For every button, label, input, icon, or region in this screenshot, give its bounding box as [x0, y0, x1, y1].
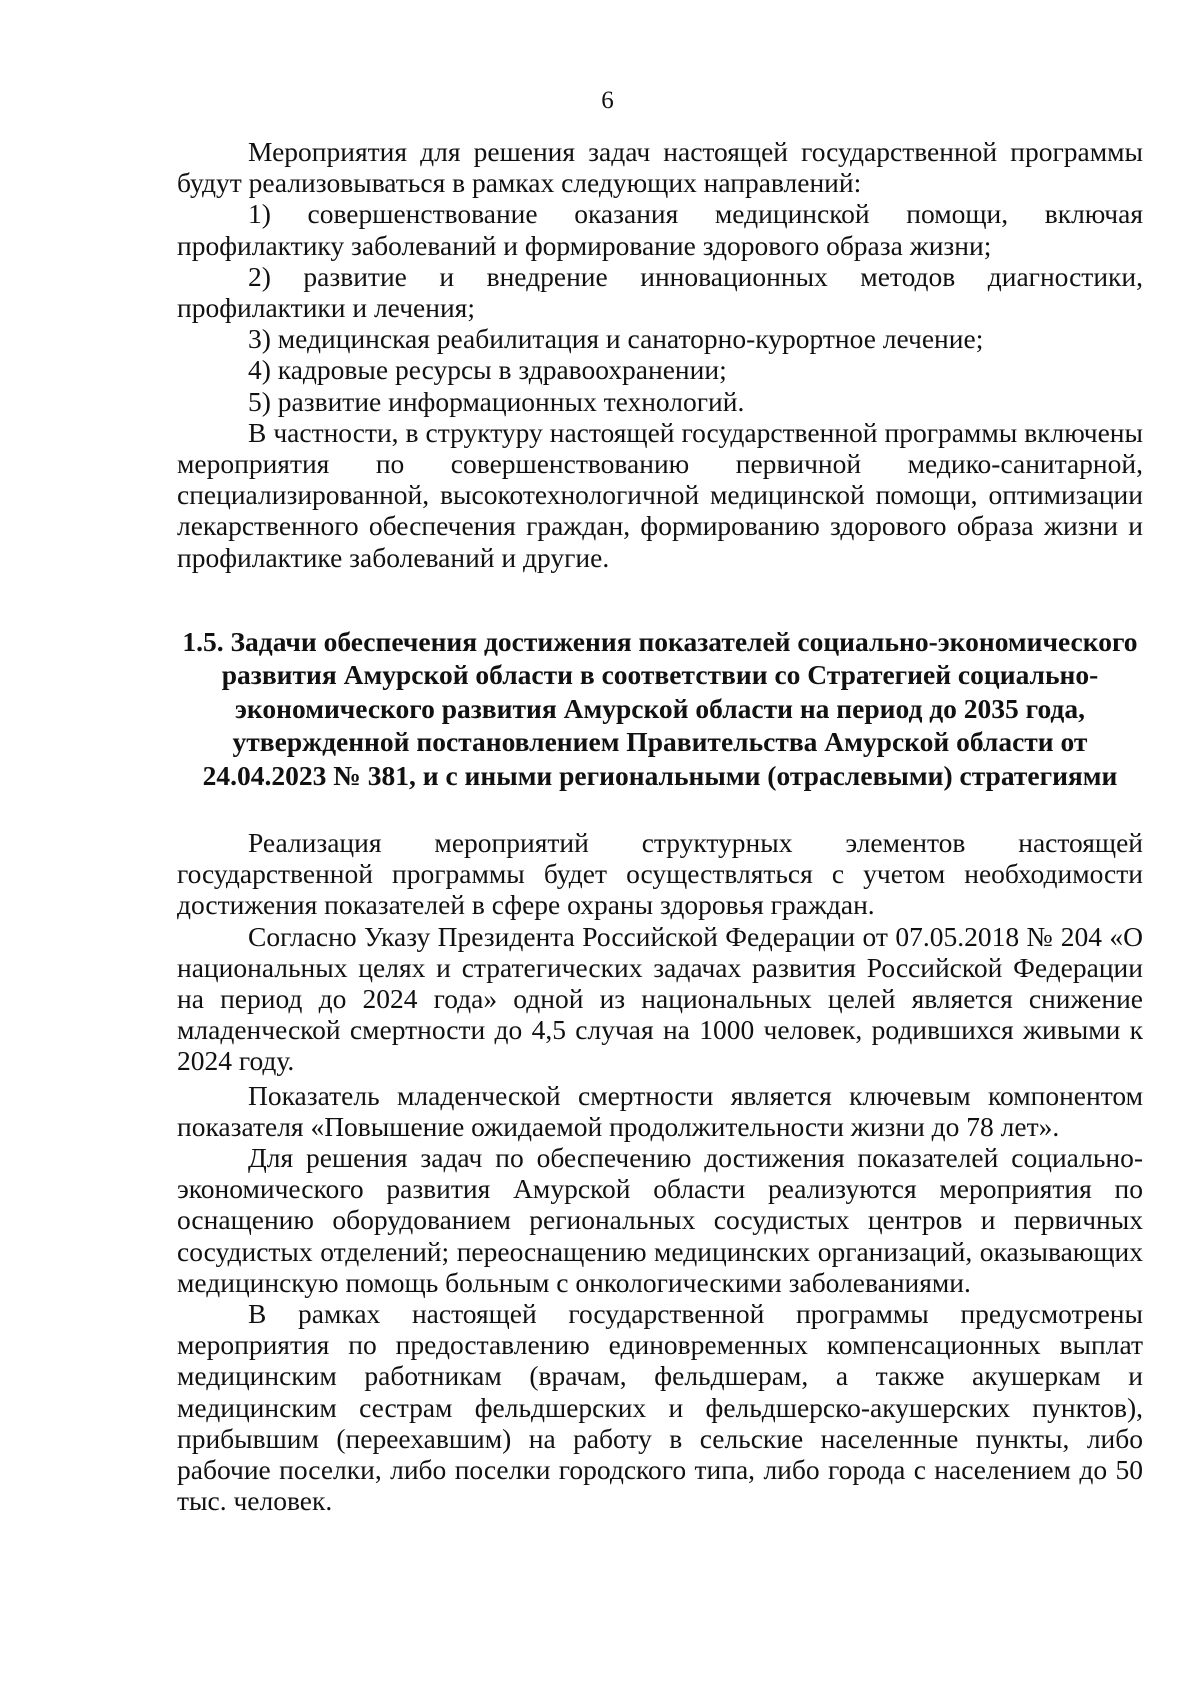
paragraph-decree: Согласно Указу Президента Российской Федерации от 07.05.2018 № 204 «О национальных целях и стратегических задачах развития Российской Федерации на период до 2024 года» одной из национальных целей является снижение младенческой смертности до 4,5 случая на 1000 человек, родившихся живыми к 2024 году. [177, 920, 1143, 1077]
section-heading: 1.5. Задачи обеспечения достижения показателей социально-экономического развития Амурской области в соответствии со Стратегией социально-экономического развития Амурской области на период до 2035 года, утвержденной постановлением Правительства Амурской области от 24.04.2023 № 381, и с иными региональными (отраслевыми) стратегиями [182, 626, 1138, 791]
page-number: 6 [601, 87, 614, 114]
paragraph-equipment: Для решения задач по обеспечению достижения показателей социально-экономического развития Амурской области реализуются мероприятия по оснащению оборудованием региональных сосудистых центров и первичных сосудистых отделений; переоснащению медицинских организаций, оказывающих медицинскую помощь больным с онкологическими заболеваниями. [177, 1142, 1143, 1298]
list-item-5: 5) развитие информационных технологий. [248, 385, 745, 417]
paragraph-indicator: Показатель младенческой смертности является ключевым компонентом показателя «Повышение ожидаемой продолжительности жизни до 78 лет». [177, 1079, 1143, 1142]
list-item-2: 2) развитие и внедрение инновационных методов диагностики, профилактики и лечения; [177, 260, 1143, 324]
paragraph-structure: В частности, в структуру настоящей государственной программы включены мероприятия по совершенствованию первичной медико-санитарной, специализированной, высокотехнологичной медицинской помощи, оптимизации лекарственного обеспечения граждан, формированию здорового образа жизни и профилактике заболеваний и другие. [177, 416, 1143, 573]
intro-text-block [177, 136, 1143, 573]
paragraph-compensation: В рамках настоящей государственной программы предусмотрены мероприятия по предоставлению единовременных компенсационных выплат медицинским работникам (врачам, фельдшерам, а также акушеркам и медицинским сестрам фельдшерских и фельдшерско-акушерских пунктов), прибывшим (переехавшим) на работу в сельские населенные пункты, либо рабочие поселки, либо поселки городского типа, либо города с населением до 50 тыс. человек. [177, 1298, 1143, 1517]
list-item-3: 3) медицинская реабилитация и санаторно-курортное лечение; [248, 323, 984, 355]
list-item-1: 1) совершенствование оказания медицинской помощи, включая профилактику заболеваний и формирование здорового образа жизни; [177, 198, 1143, 261]
section-body [177, 827, 1143, 1516]
paragraph-implementation: Реализация мероприятий структурных элементов настоящей государственной программы будет осуществляться с учетом необходимости достижения показателей в сфере охраны здоровья граждан. [177, 827, 1143, 921]
paragraph-intro: Мероприятия для решения задач настоящей государственной программы будут реализовываться в рамках следующих направлений: [177, 136, 1143, 199]
list-item-4: 4) кадровые ресурсы в здравоохранении; [248, 354, 727, 386]
